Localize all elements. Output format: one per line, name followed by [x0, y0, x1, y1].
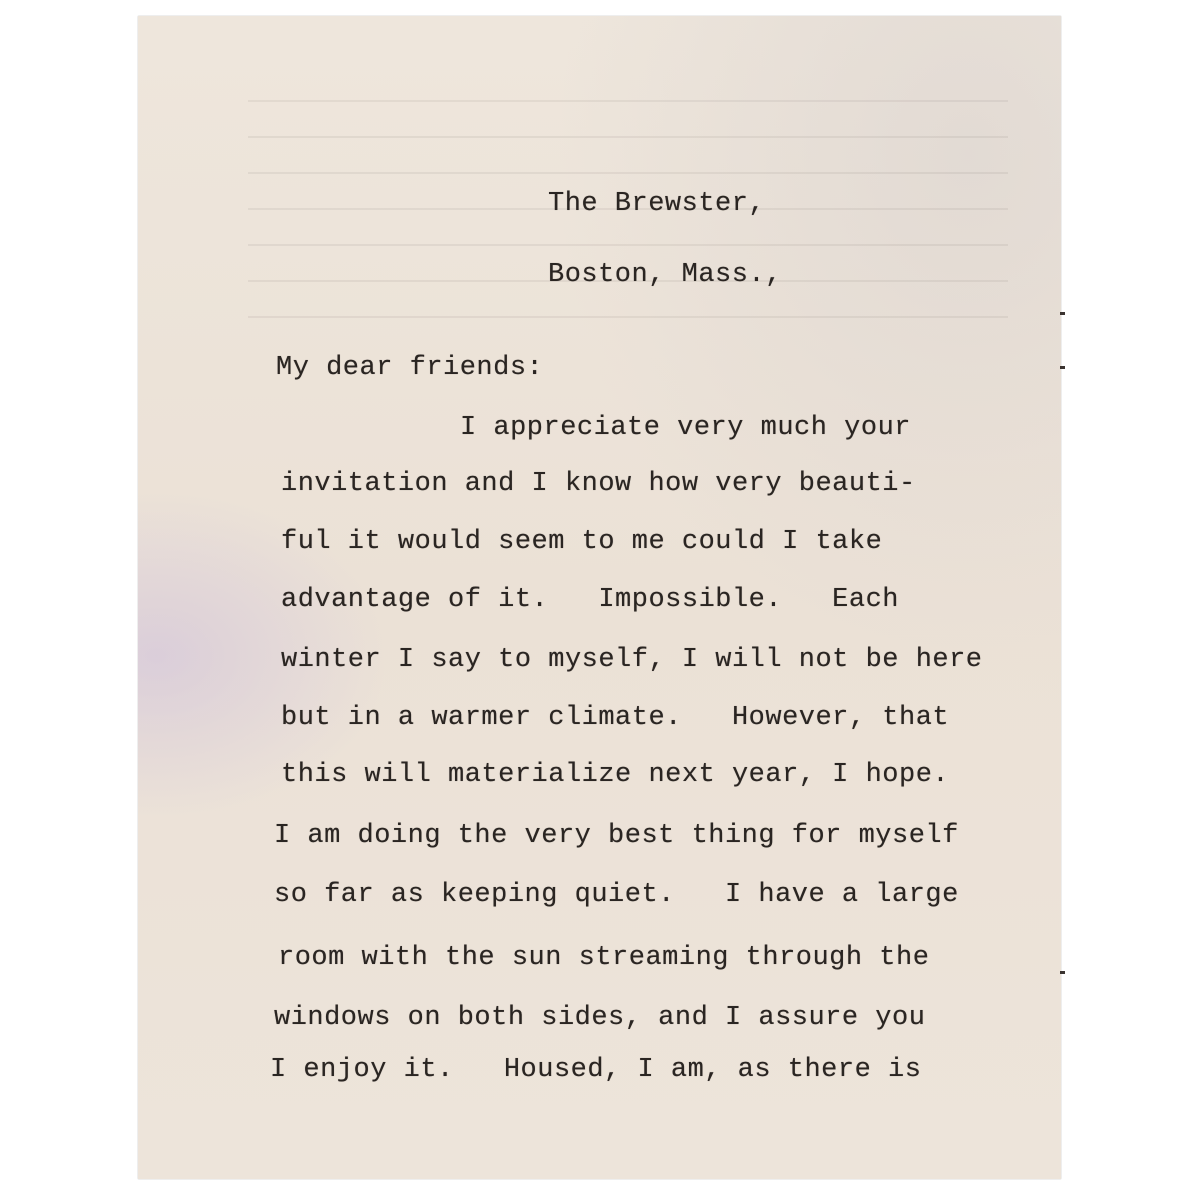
edge-mark [1060, 312, 1065, 315]
body-line: windows on both sides, and I assure you [274, 1003, 926, 1033]
body-line: ful it would seem to me could I take [281, 527, 883, 557]
body-line: this will materialize next year, I hope. [281, 760, 950, 790]
body-line: so far as keeping quiet. I have a large [274, 880, 959, 910]
body-line: I appreciate very much your [460, 413, 911, 443]
body-line: I am doing the very best thing for myself [274, 821, 959, 851]
salutation: My dear friends: [276, 353, 544, 383]
body-line: but in a warmer climate. However, that [281, 703, 950, 733]
body-line: winter I say to myself, I will not be here [281, 645, 983, 675]
heading-line-1: The Brewster, [548, 189, 766, 219]
body-line: room with the sun streaming through the [278, 943, 930, 973]
body-line: invitation and I know how very beauti- [281, 469, 916, 499]
body-line: advantage of it. Impossible. Each [281, 585, 899, 615]
edge-mark [1060, 971, 1065, 974]
letter-page [138, 16, 1061, 1179]
heading-line-2: Boston, Mass., [548, 260, 782, 290]
body-line: I enjoy it. Housed, I am, as there is [270, 1055, 922, 1085]
edge-mark [1060, 366, 1065, 369]
